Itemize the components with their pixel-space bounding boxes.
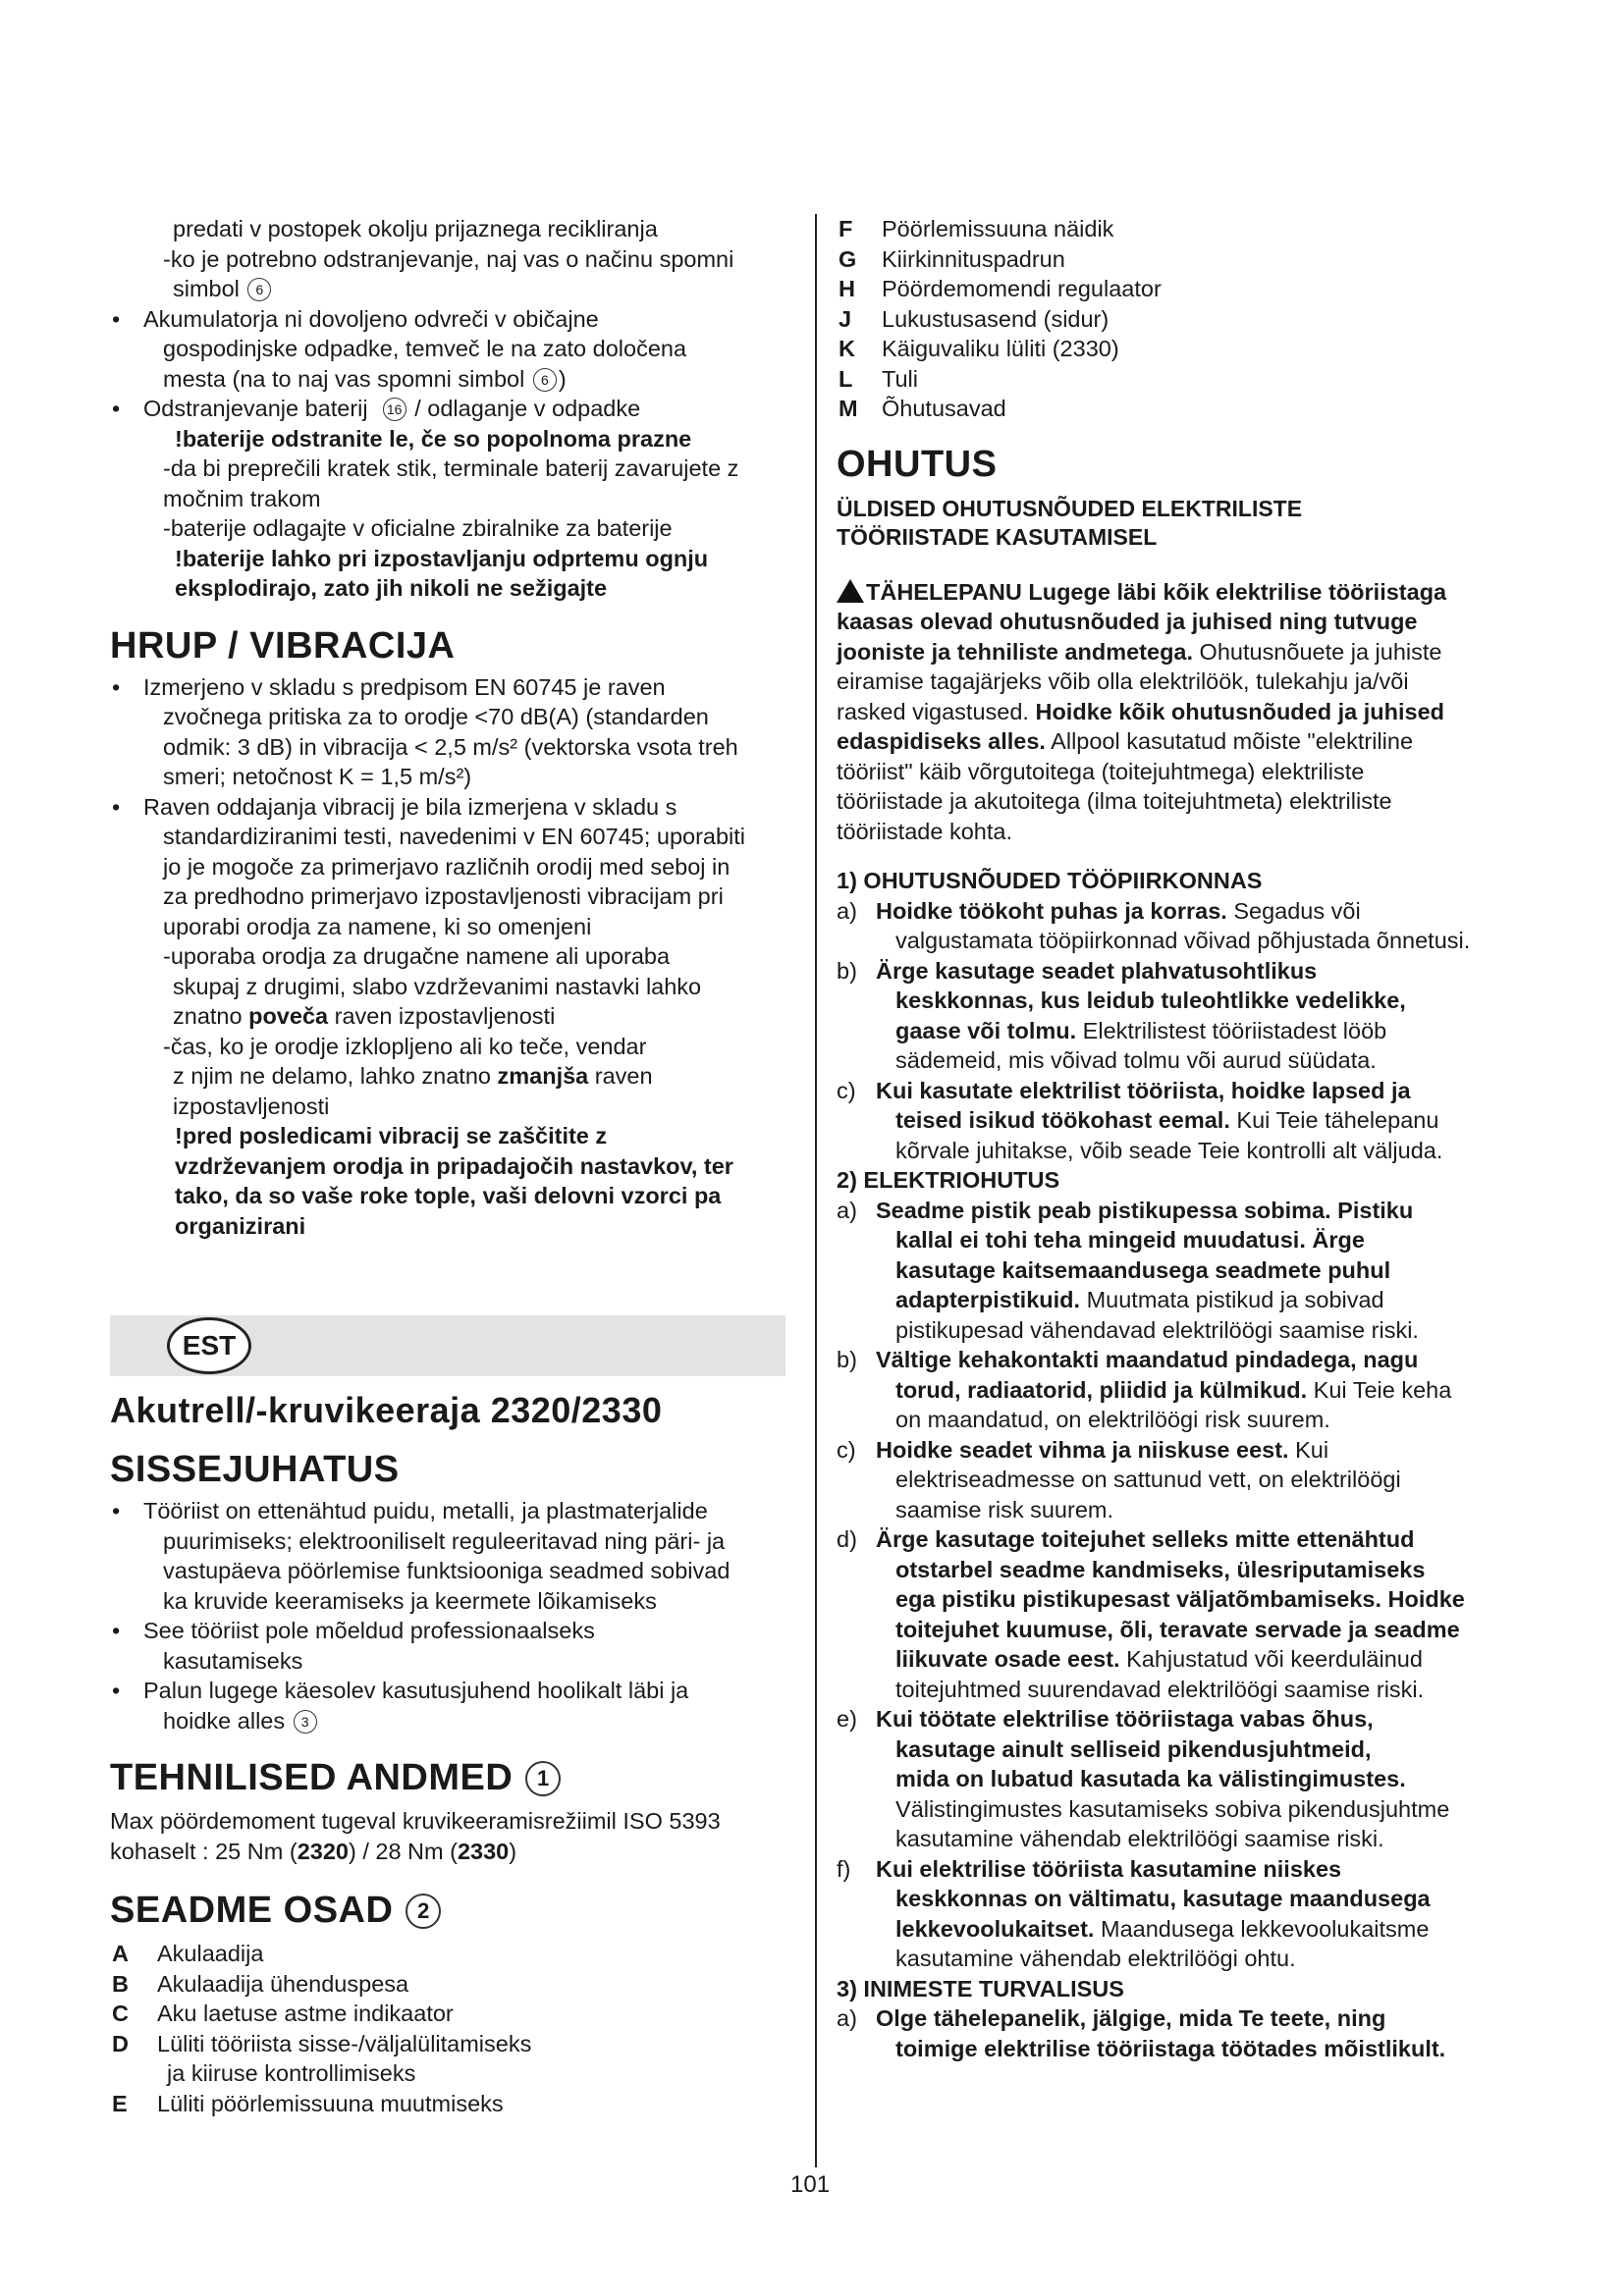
ref-number-icon: 1 [525, 1761, 561, 1796]
list-item: M Õhutusavad [839, 396, 1006, 421]
section-heading-ohutus: OHUTUS [837, 443, 998, 485]
numbered-heading: 1) OHUTUSNÕUDED TÖÖPIIRKONNAS [837, 868, 1263, 893]
list-item: J Lukustusasend (sidur) [839, 305, 1110, 332]
text-line: močnim trakom [163, 485, 321, 511]
list-item: a) Hoidke töökoht puhas ja korras. Segadus või valgustamata tööpiirkonnad võivad põhjustada õnnetusi. [837, 897, 1471, 953]
language-badge: EST [167, 1317, 251, 1374]
list-item: c) Hoidke seadet vihma ja niiskuse eest. Kui elektriseadmesse on sattunud vett, on elektrilöögi saamise risk suurem. [837, 1436, 1401, 1522]
warning-text: !baterije lahko pri izpostavljanju odprtemu ognju [175, 545, 709, 571]
warning-text: organizirani [175, 1212, 306, 1239]
list-item: • Izmerjeno v skladu s predpisom EN 60745 je raven zvočnega pritiska za to orodje <70 dB(A) (standarden odmik: 3 dB) in vibracija < 2,5 m/s² (vektorska vsota treh smeri; netočnost K = 1,5 m/s²) [110, 672, 787, 792]
list-item: G Kiirkinnituspadrun [839, 245, 1065, 272]
list-item: H Pöördemomendi regulaator [839, 276, 1162, 301]
numbered-heading: 2) ELEKTRIOHUTUS [837, 1167, 1060, 1193]
text-line: znatno poveča raven izpostavljenosti [173, 1003, 556, 1029]
left-column-est [110, 1388, 787, 2118]
list-item: f) Kui elektrilise tööriista kasutamine niiskes keskkonnas on vältimatu, kasutage maandusega lekkevoolukaitset. Maandusega lekkevoolukaitsme kasutamine vähendab elektrilöögi ohtu. [837, 1855, 1431, 1971]
text-line: izpostavljenosti [173, 1093, 330, 1119]
ref-number-icon: 6 [533, 368, 557, 392]
ref-number-icon: 6 [247, 278, 271, 301]
parts-list [110, 1939, 787, 2118]
warning-block: TÄHELEPANU Lugege läbi kõik elektrilise tööriistaga kaasas olevad ohutusnõuded ja juhised ning tutvuge jooniste ja tehniliste andmetega. Ohutusnõuete ja juhiste eiramise tagajärjeks võib olla elektrilöök, tulekahju ja/või rasked vigastused. Hoidke kõik ohutusnõuded ja juhised edaspidiseks alles. Allpool kasutatud mõiste "elektriline tööriist" käib võrgutoitega (toitejuhtmega) elektriliste tööriistade ja akutoitega (ilma toitejuhtmeta) elektriliste tööriistade kohta. [837, 578, 1447, 844]
warning-text: !baterije odstranite le, če so popolnoma prazne [175, 425, 692, 452]
section-heading-tehnilised: TEHNILISED ANDMED 1 [110, 1755, 787, 1800]
column-divider [815, 214, 817, 2167]
product-title: Akutrell/-kruvikeeraja 2320/2330 [110, 1390, 663, 1430]
text-line: kohaselt : 25 Nm (2320) / 28 Nm (2330) [110, 1838, 517, 1864]
list-item: d) Ärge kasutage toitejuhet selleks mitte ettenähtud otstarbel seadme kandmiseks, ülesriputamiseks ega pistiku pistikupesast väljatõmbamiseks. Hoidke toitejuhet kuumuse, õli, teravate servade ja seadme liikuvate osade eest. Kahjustatud või keerduläinud toitejuhtmed suurendavad elektrilöögi saamise riski. [837, 1526, 1465, 1702]
text-line: skupaj z drugimi, slabo vzdrževanimi nastavki lahko [173, 973, 702, 999]
text-line: -čas, ko je orodje izklopljeno ali ko teče, vendar [163, 1033, 647, 1059]
list-item: C Aku laetuse astme indikaator [112, 2001, 454, 2026]
list-item: F Pöörlemissuuna näidik [839, 216, 1114, 241]
list-item: K Käiguvaliku lüliti (2330) [839, 336, 1119, 361]
text-line: -baterije odlagajte v oficialne zbiralnike za baterije [163, 515, 673, 541]
text-line: predati v postopek okolju prijaznega recikliranja [173, 216, 658, 241]
warning-text: eksplodirajo, zato jih nikoli ne sežigajte [175, 575, 608, 601]
ref-number-icon: 16 [383, 398, 406, 421]
list-item: A Akulaadija [112, 1941, 264, 1966]
text-line: z njim ne delamo, lahko znatno zmanjša raven [173, 1063, 653, 1089]
list-item: b) Ärge kasutage seadet plahvatusohtlikus keskkonnas, kus leidub tuleohtlikke vedelikke, gaase või tolmu. Elektrilistest tööriistadest lööb sädemeid, mis võivad tolmu või aurud süüdata. [837, 957, 1406, 1073]
left-column [110, 214, 787, 1241]
list-item: c) Kui kasutate elektrilist tööriista, hoidke lapsed ja teised isikud töökohast eemal. Kui Teie tähelepanu kõrvale juhitakse, võib seade Teie kontrolli alt väljuda. [837, 1077, 1443, 1163]
warning-text: vzdrževanjem orodja in pripadajočih nastavkov, ter [175, 1152, 733, 1179]
list-item: b) Vältige kehakontakti maandatud pindadega, nagu torud, radiaatorid, pliidid ja külmikud. Kui Teie keha on maandatud, on elektrilöögi risk suurem. [837, 1347, 1452, 1432]
list-item: a) Seadme pistik peab pistikupessa sobima. Pistiku kallal ei tohi teha mingeid muudatusi. Ärge kasutage kaitsemaandusega seadmete puhul adapterpistikuid. Muutmata pistikud ja sobivad pistikupesad vähendavad elektrilöögi saamise riski. [837, 1197, 1419, 1343]
numbered-heading: 3) INIMESTE TURVALISUS [837, 1975, 1124, 2002]
page-number: 101 [790, 2171, 831, 2198]
list-item: • Akumulatorja ni dovoljeno odvreči v običajne gospodinjske odpadke, temveč le na zato določena mesta (na to naj vas spomni simbol 6 ) [110, 304, 787, 395]
text-line: -ko je potrebno odstranjevanje, naj vas o načinu spomni [163, 245, 734, 272]
list-item: • See tööriist pole mõeldud professionaalseks kasutamiseks [110, 1616, 787, 1676]
list-item: a) Olge tähelepanelik, jälgige, mida Te teete, ning toimige elektrilise tööriistaga töötades mõistlikult. [837, 2005, 1446, 2061]
subsection-heading: TÖÖRIISTADE KASUTAMISEL [837, 523, 1158, 550]
section-heading-osad: SEADME OSAD 2 [110, 1888, 787, 1933]
list-item: L Tuli [839, 365, 918, 392]
text-line: -da bi preprečili kratek stik, terminale baterij zavarujete z [163, 455, 739, 481]
list-item: B Akulaadija ühenduspesa [112, 1970, 409, 1997]
section-heading-hrup: HRUP / VIBRACIJA [110, 624, 456, 667]
section-heading-sissejuhatus: SISSEJUHATUS [110, 1449, 400, 1490]
list-item: e) Kui töötate elektrilise tööriistaga vabas õhus, kasutage ainult selliseid pikendusjuhtmeid, mida on lubatud kasutada ka välistingimustes. Välistingimustes kasutamiseks sobiva pikendusjuhtme kasutamine vähendab elektrilöögi saamise riski. [837, 1706, 1450, 1851]
list-item: • Tööriist on ettenähtud puidu, metalli, ja plastmaterjalide puurimiseks; elektrooniliselt reguleeritavad ning päri- ja vastupäeva pöörlemise funktsiooniga seadmed sobivad ka kruvide keeramiseks ja keermete lõikamiseks [110, 1496, 787, 1616]
list-item: D Lüliti tööriista sisse-/väljalülitamiseks [112, 2030, 532, 2056]
list-item: ja kiiruse kontrollimiseks [167, 2060, 416, 2086]
ref-number-icon: 3 [294, 1710, 317, 1734]
right-column [837, 214, 1514, 2063]
list-item: • Odstranjevanje baterij 16 / odlaganje v odpadke [110, 394, 787, 424]
warning-triangle-icon [837, 579, 864, 603]
warning-text: tako, da so vaše roke tople, vaši delovni vzorci pa [175, 1183, 722, 1208]
text-line: -uporaba orodja za drugačne namene ali uporaba [163, 943, 671, 969]
text-line: Max pöördemoment tugeval kruvikeeramisrežiimil ISO 5393 [110, 1808, 721, 1834]
subsection-heading: ÜLDISED OHUTUSNÕUDED ELEKTRILISTE [837, 495, 1303, 521]
text-line: simbol 6 [110, 274, 787, 304]
parts-list [837, 214, 1514, 424]
ref-number-icon: 2 [406, 1894, 441, 1929]
list-item: E Lüliti pöörlemissuuna muutmiseks [112, 2090, 504, 2116]
warning-text: !pred posledicami vibracij se zaščitite z [175, 1123, 608, 1148]
list-item: • Raven oddajanja vibracij je bila izmerjena v skladu s standardiziranimi testi, navedenimi v EN 60745; uporabiti jo je mogoče za primerjavo različnih orodij med seboj in za predhodno primerjavo izpostavljenosti vibracijam pri uporabi orodja za namene, ki so omenjeni [110, 792, 787, 942]
list-item: • Palun lugege käesolev kasutusjuhend hoolikalt läbi ja hoidke alles 3 [110, 1676, 787, 1735]
